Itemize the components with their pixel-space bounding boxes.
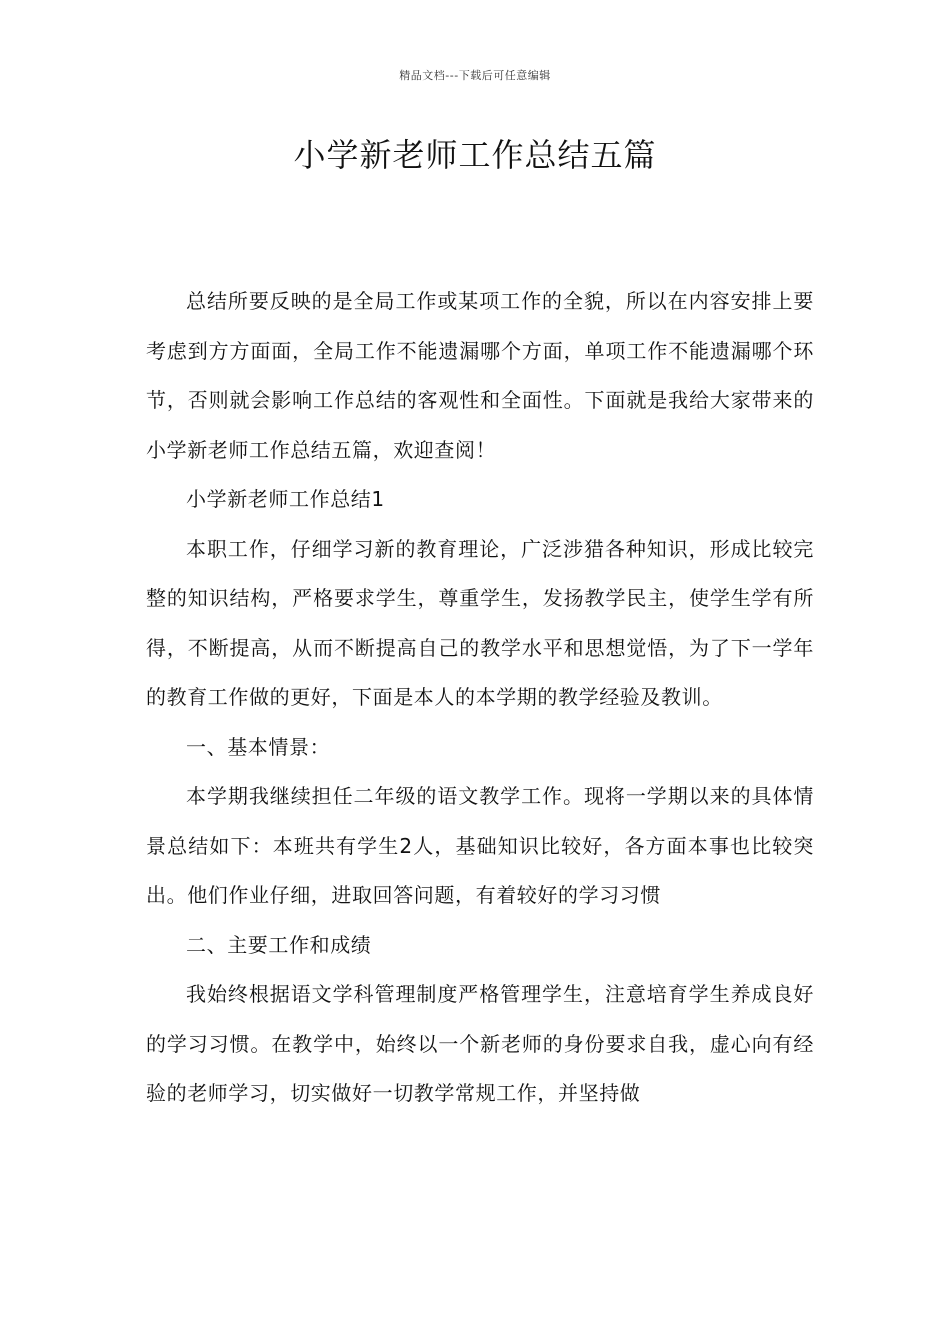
paragraph-basic-situation: 本学期我继续担任二年级的语文教学工作。现将一学期以来的具体情景总结如下：本班共有学生2人，基础知识比较好，各方面本事也比较突出。他们作业仔细，进取回答问题，有着较好的学习习惯 xyxy=(146,784,814,907)
paragraph-intro: 总结所要反映的是全局工作或某项工作的全貌，所以在内容安排上要考虑到方方面面，全局工作不能遗漏哪个方面，单项工作不能遗漏哪个环节，否则就会影响工作总结的客观性和全面性。下面就是我给大家带来的小学新老师工作总结五篇，欢迎查阅！ xyxy=(146,289,814,462)
section-heading-summary-1: 小学新老师工作总结1 xyxy=(186,487,385,511)
subheading-main-work: 二、主要工作和成绩 xyxy=(186,932,372,957)
document-body xyxy=(146,277,814,1119)
subheading-basic-situation: 一、基本情景： xyxy=(186,734,331,759)
header-note: 精品文档---下载后可任意编辑 xyxy=(399,69,551,82)
paragraph-summary-1-intro: 本职工作，仔细学习新的教育理论，广泛涉猎各种知识，形成比较完整的知识结构，严格要求学生，尊重学生，发扬教学民主，使学生学有所得，不断提高，从而不断提高自己的教学水平和思想觉悟，为了下一学年的教育工作做的更好，下面是本人的本学期的教学经验及教训。 xyxy=(146,536,814,709)
document-title: 小学新老师工作总结五篇 xyxy=(293,136,657,174)
paragraph-main-work: 我始终根据语文学科管理制度严格管理学生，注意培育学生养成良好的学习习惯。在教学中，始终以一个新老师的身份要求自我，虚心向有经验的老师学习，切实做好一切教学常规工作，并坚持做 xyxy=(146,982,814,1105)
